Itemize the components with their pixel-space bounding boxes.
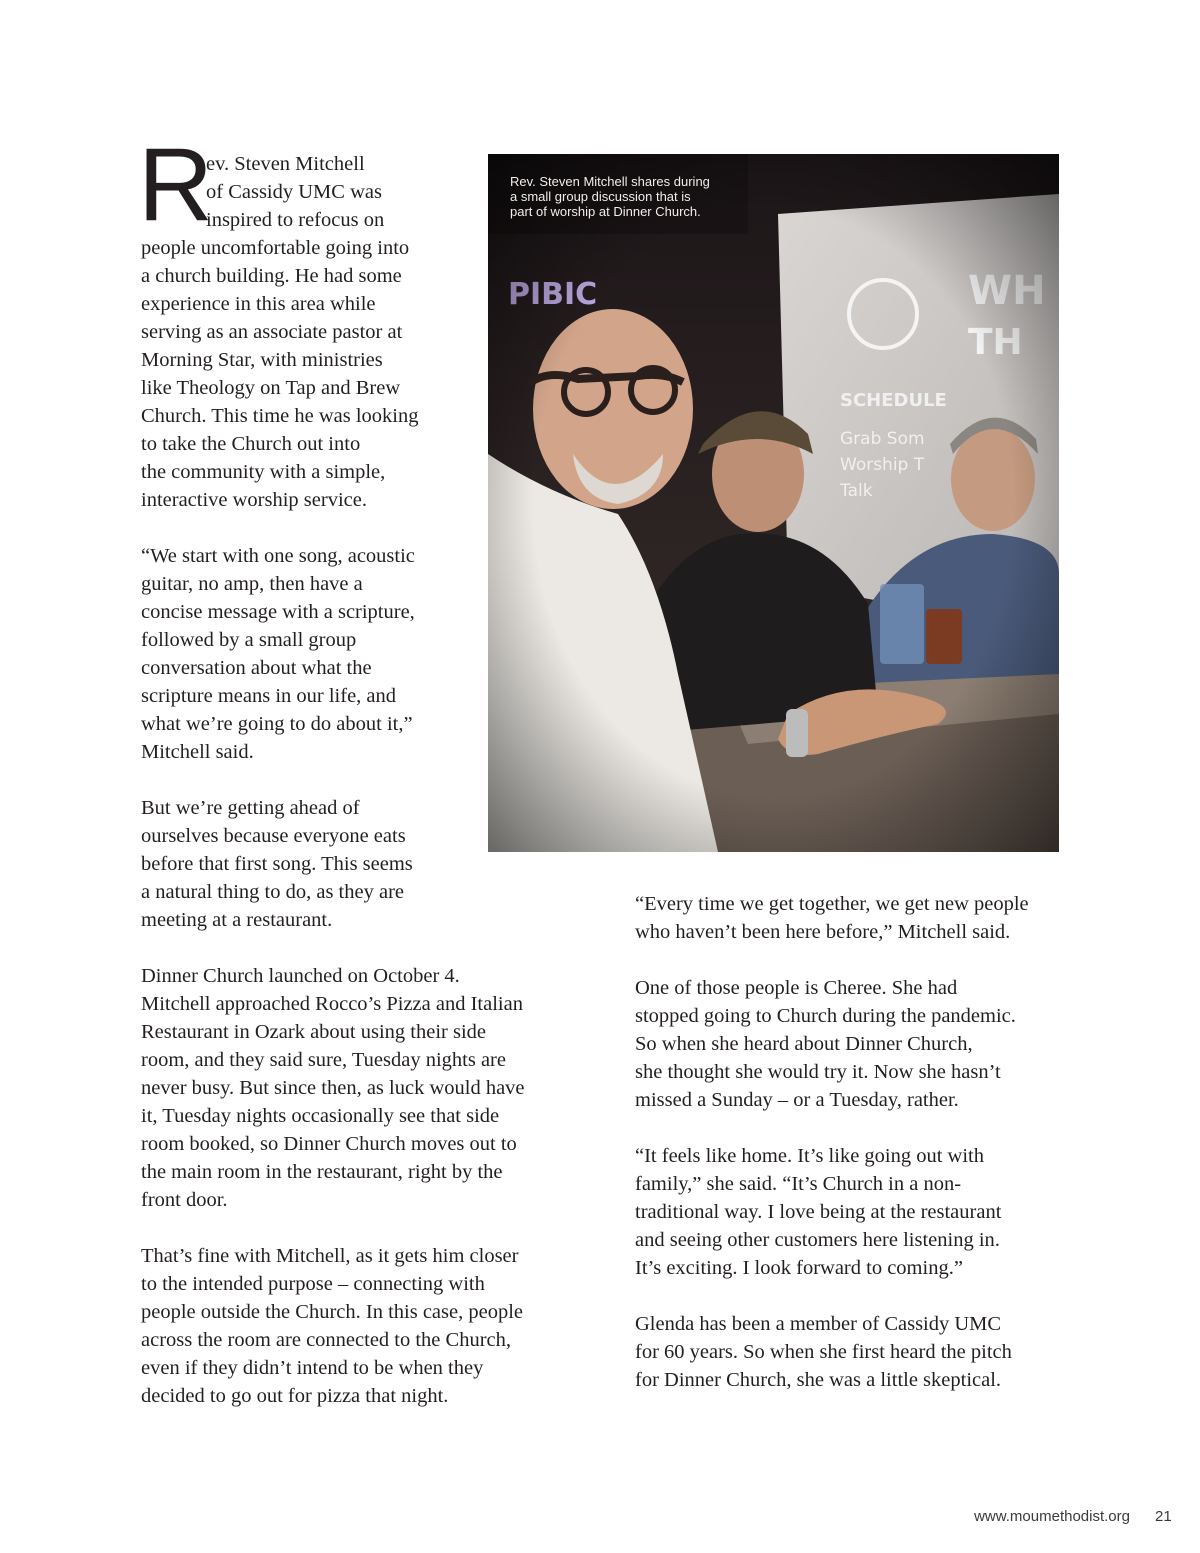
- fine-line-2: to the intended purpose – connecting with: [141, 1273, 485, 1295]
- fine-line-5: even if they didn’t intend to be when they: [141, 1357, 484, 1379]
- glenda-line-1: Glenda has been a member of Cassidy UMC: [635, 1313, 1002, 1335]
- home-line-2: family,” she said. “It’s Church in a non-: [635, 1173, 962, 1195]
- article-photo: [488, 154, 1059, 852]
- fine-line-3: people outside the Church. In this case, people: [141, 1301, 523, 1323]
- left-column: [141, 150, 525, 1410]
- intro-line-4: people uncomfortable going into: [141, 237, 410, 259]
- intro-line-7: serving as an associate pastor at: [141, 321, 403, 343]
- launch-line-4: room, and they said sure, Tuesday nights are: [141, 1049, 506, 1071]
- intro-line-6: experience in this area while: [141, 293, 376, 315]
- caption-line-2: a small group discussion that is: [510, 189, 691, 204]
- ahead-line-1: But we’re getting ahead of: [141, 797, 360, 819]
- intro-line-5: a church building. He had some: [141, 265, 402, 287]
- launch-line-3: Restaurant in Ozark about using their side: [141, 1021, 486, 1043]
- intro-line-2: of Cassidy UMC was: [206, 181, 382, 203]
- every-line-1: “Every time we get together, we get new people: [635, 893, 1029, 915]
- every-line-2: who haven’t been here before,” Mitchell said.: [635, 921, 1011, 943]
- glenda-line-2: for 60 years. So when she first heard the pitch: [635, 1341, 1012, 1363]
- launch-line-8: the main room in the restaurant, right by the: [141, 1161, 503, 1183]
- cheree-line-3: So when she heard about Dinner Church,: [635, 1033, 973, 1055]
- launch-line-7: room booked, so Dinner Church moves out to: [141, 1133, 517, 1155]
- quote-line-3: concise message with a scripture,: [141, 601, 415, 623]
- quote-line-7: what we’re going to do about it,”: [141, 713, 413, 735]
- intro-line-13: interactive worship service.: [141, 489, 367, 511]
- ahead-line-3: before that first song. This seems: [141, 853, 413, 875]
- footer-url[interactable]: www.moumethodist.org: [974, 1508, 1130, 1525]
- intro-line-10: Church. This time he was looking: [141, 405, 419, 427]
- cheree-line-4: she thought she would try it. Now she hasn’t: [635, 1061, 1001, 1083]
- home-line-3: traditional way. I love being at the restaurant: [635, 1201, 1002, 1223]
- home-line-4: and seeing other customers here listening in.: [635, 1229, 1000, 1251]
- quote-line-6: scripture means in our life, and: [141, 685, 397, 707]
- quote-line-4: followed by a small group: [141, 629, 357, 651]
- quote-line-2: guitar, no amp, then have a: [141, 573, 363, 595]
- photo-illustration: [488, 154, 1059, 852]
- cheree-line-5: missed a Sunday – or a Tuesday, rather.: [635, 1089, 959, 1111]
- quote-line-5: conversation about what the: [141, 657, 372, 679]
- caption-line-3: part of worship at Dinner Church.: [510, 204, 701, 219]
- ahead-line-2: ourselves because everyone eats: [141, 825, 406, 847]
- intro-line-1: ev. Steven Mitchell: [206, 153, 365, 175]
- intro-line-12: the community with a simple,: [141, 461, 386, 483]
- fine-line-1: That’s fine with Mitchell, as it gets him closer: [141, 1245, 519, 1267]
- launch-line-5: never busy. But since then, as luck would have: [141, 1077, 525, 1099]
- launch-line-1: Dinner Church launched on October 4.: [141, 965, 460, 987]
- launch-line-2: Mitchell approached Rocco’s Pizza and Italian: [141, 993, 523, 1015]
- quote-line-8: Mitchell said.: [141, 741, 254, 763]
- intro-line-8: Morning Star, with ministries: [141, 349, 383, 371]
- drop-cap: R: [138, 127, 214, 243]
- fine-line-4: across the room are connected to the Church,: [141, 1329, 512, 1351]
- fine-line-6: decided to go out for pizza that night.: [141, 1385, 449, 1407]
- photo-caption: [510, 174, 710, 219]
- home-line-5: It’s exciting. I look forward to coming.”: [635, 1257, 963, 1279]
- ahead-line-5: meeting at a restaurant.: [141, 909, 333, 931]
- home-line-1: “It feels like home. It’s like going out with: [635, 1145, 985, 1167]
- intro-line-11: to take the Church out into: [141, 433, 361, 455]
- intro-line-9: like Theology on Tap and Brew: [141, 377, 401, 399]
- right-column: [635, 890, 1029, 1394]
- intro-line-3: inspired to refocus on: [206, 209, 385, 231]
- cheree-line-1: One of those people is Cheree. She had: [635, 977, 958, 999]
- launch-line-6: it, Tuesday nights occasionally see that side: [141, 1105, 500, 1127]
- cheree-line-2: stopped going to Church during the pandemic.: [635, 1005, 1016, 1027]
- ahead-line-4: a natural thing to do, as they are: [141, 881, 404, 903]
- glenda-line-3: for Dinner Church, she was a little skeptical.: [635, 1369, 1002, 1391]
- launch-line-9: front door.: [141, 1189, 228, 1211]
- page-number: 21: [1155, 1508, 1172, 1525]
- quote-line-1: “We start with one song, acoustic: [141, 545, 415, 567]
- caption-line-1: Rev. Steven Mitchell shares during: [510, 174, 710, 189]
